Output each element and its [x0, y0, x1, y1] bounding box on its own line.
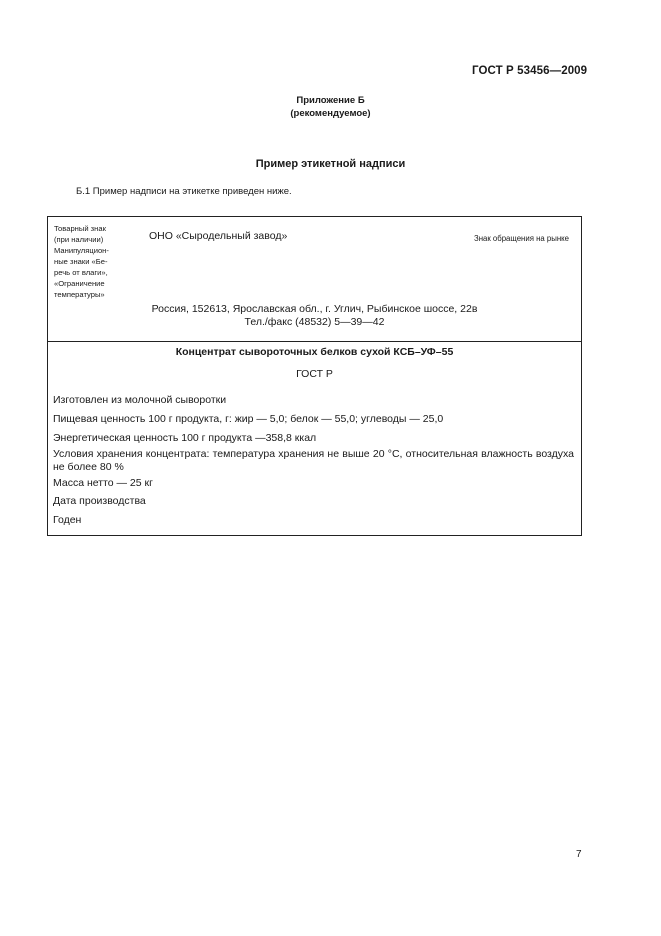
- section-heading: Пример этикетной надписи: [255, 158, 406, 170]
- label-line: Годен: [53, 514, 82, 526]
- trademark-note-line: температуры»: [54, 290, 105, 299]
- intro-paragraph: Б.1 Пример надписи на этикетке приведен ниже.: [76, 186, 292, 197]
- label-line: Дата производства: [53, 495, 146, 507]
- label-line: Масса нетто — 25 кг: [53, 477, 153, 489]
- trademark-note-line: речь от влаги»,: [54, 268, 108, 277]
- manufacturer-name: ОНО «Сыродельный завод»: [149, 230, 288, 242]
- trademark-note: [54, 223, 122, 300]
- manufacturer-phone: Тел./факс (48532) 5—39—42: [244, 316, 385, 328]
- label-line: Энергетическая ценность 100 г продукта —358,8 ккал: [53, 432, 317, 444]
- trademark-note-line: Товарный знак: [54, 224, 106, 233]
- trademark-note-line: (при наличии): [54, 235, 104, 244]
- market-sign-note: Знак обращения на рынке: [473, 234, 569, 243]
- product-name: Концентрат сывороточных белков сухой КСБ–УФ–55: [175, 346, 454, 358]
- appendix-title: Приложение Б: [296, 95, 365, 106]
- appendix-subtitle: (рекомендуемое): [290, 108, 371, 119]
- trademark-note-line: Манипуляцион-: [54, 246, 109, 255]
- label-line: Изготовлен из молочной сыворотки: [53, 394, 227, 406]
- label-example-box: [47, 216, 582, 536]
- page-number: 7: [576, 849, 582, 860]
- trademark-note-line: «Ограничение: [54, 279, 105, 288]
- manufacturer-address: Россия, 152613, Ярославская обл., г. Углич, Рыбинское шоссе, 22в: [151, 303, 478, 315]
- label-line: Пищевая ценность 100 г продукта, г: жир — 5,0; белок — 55,0; углеводы — 25,0: [53, 413, 444, 425]
- document-code: ГОСТ Р 53456—2009: [472, 65, 588, 77]
- trademark-note-line: ные знаки «Бе-: [54, 257, 108, 266]
- product-standard: ГОСТ Р: [296, 368, 333, 380]
- label-line: Условия хранения концентрата: температура хранения не выше 20 °С, относительная влажность воздуха не более 80 %: [53, 448, 574, 473]
- label-divider: [48, 341, 581, 342]
